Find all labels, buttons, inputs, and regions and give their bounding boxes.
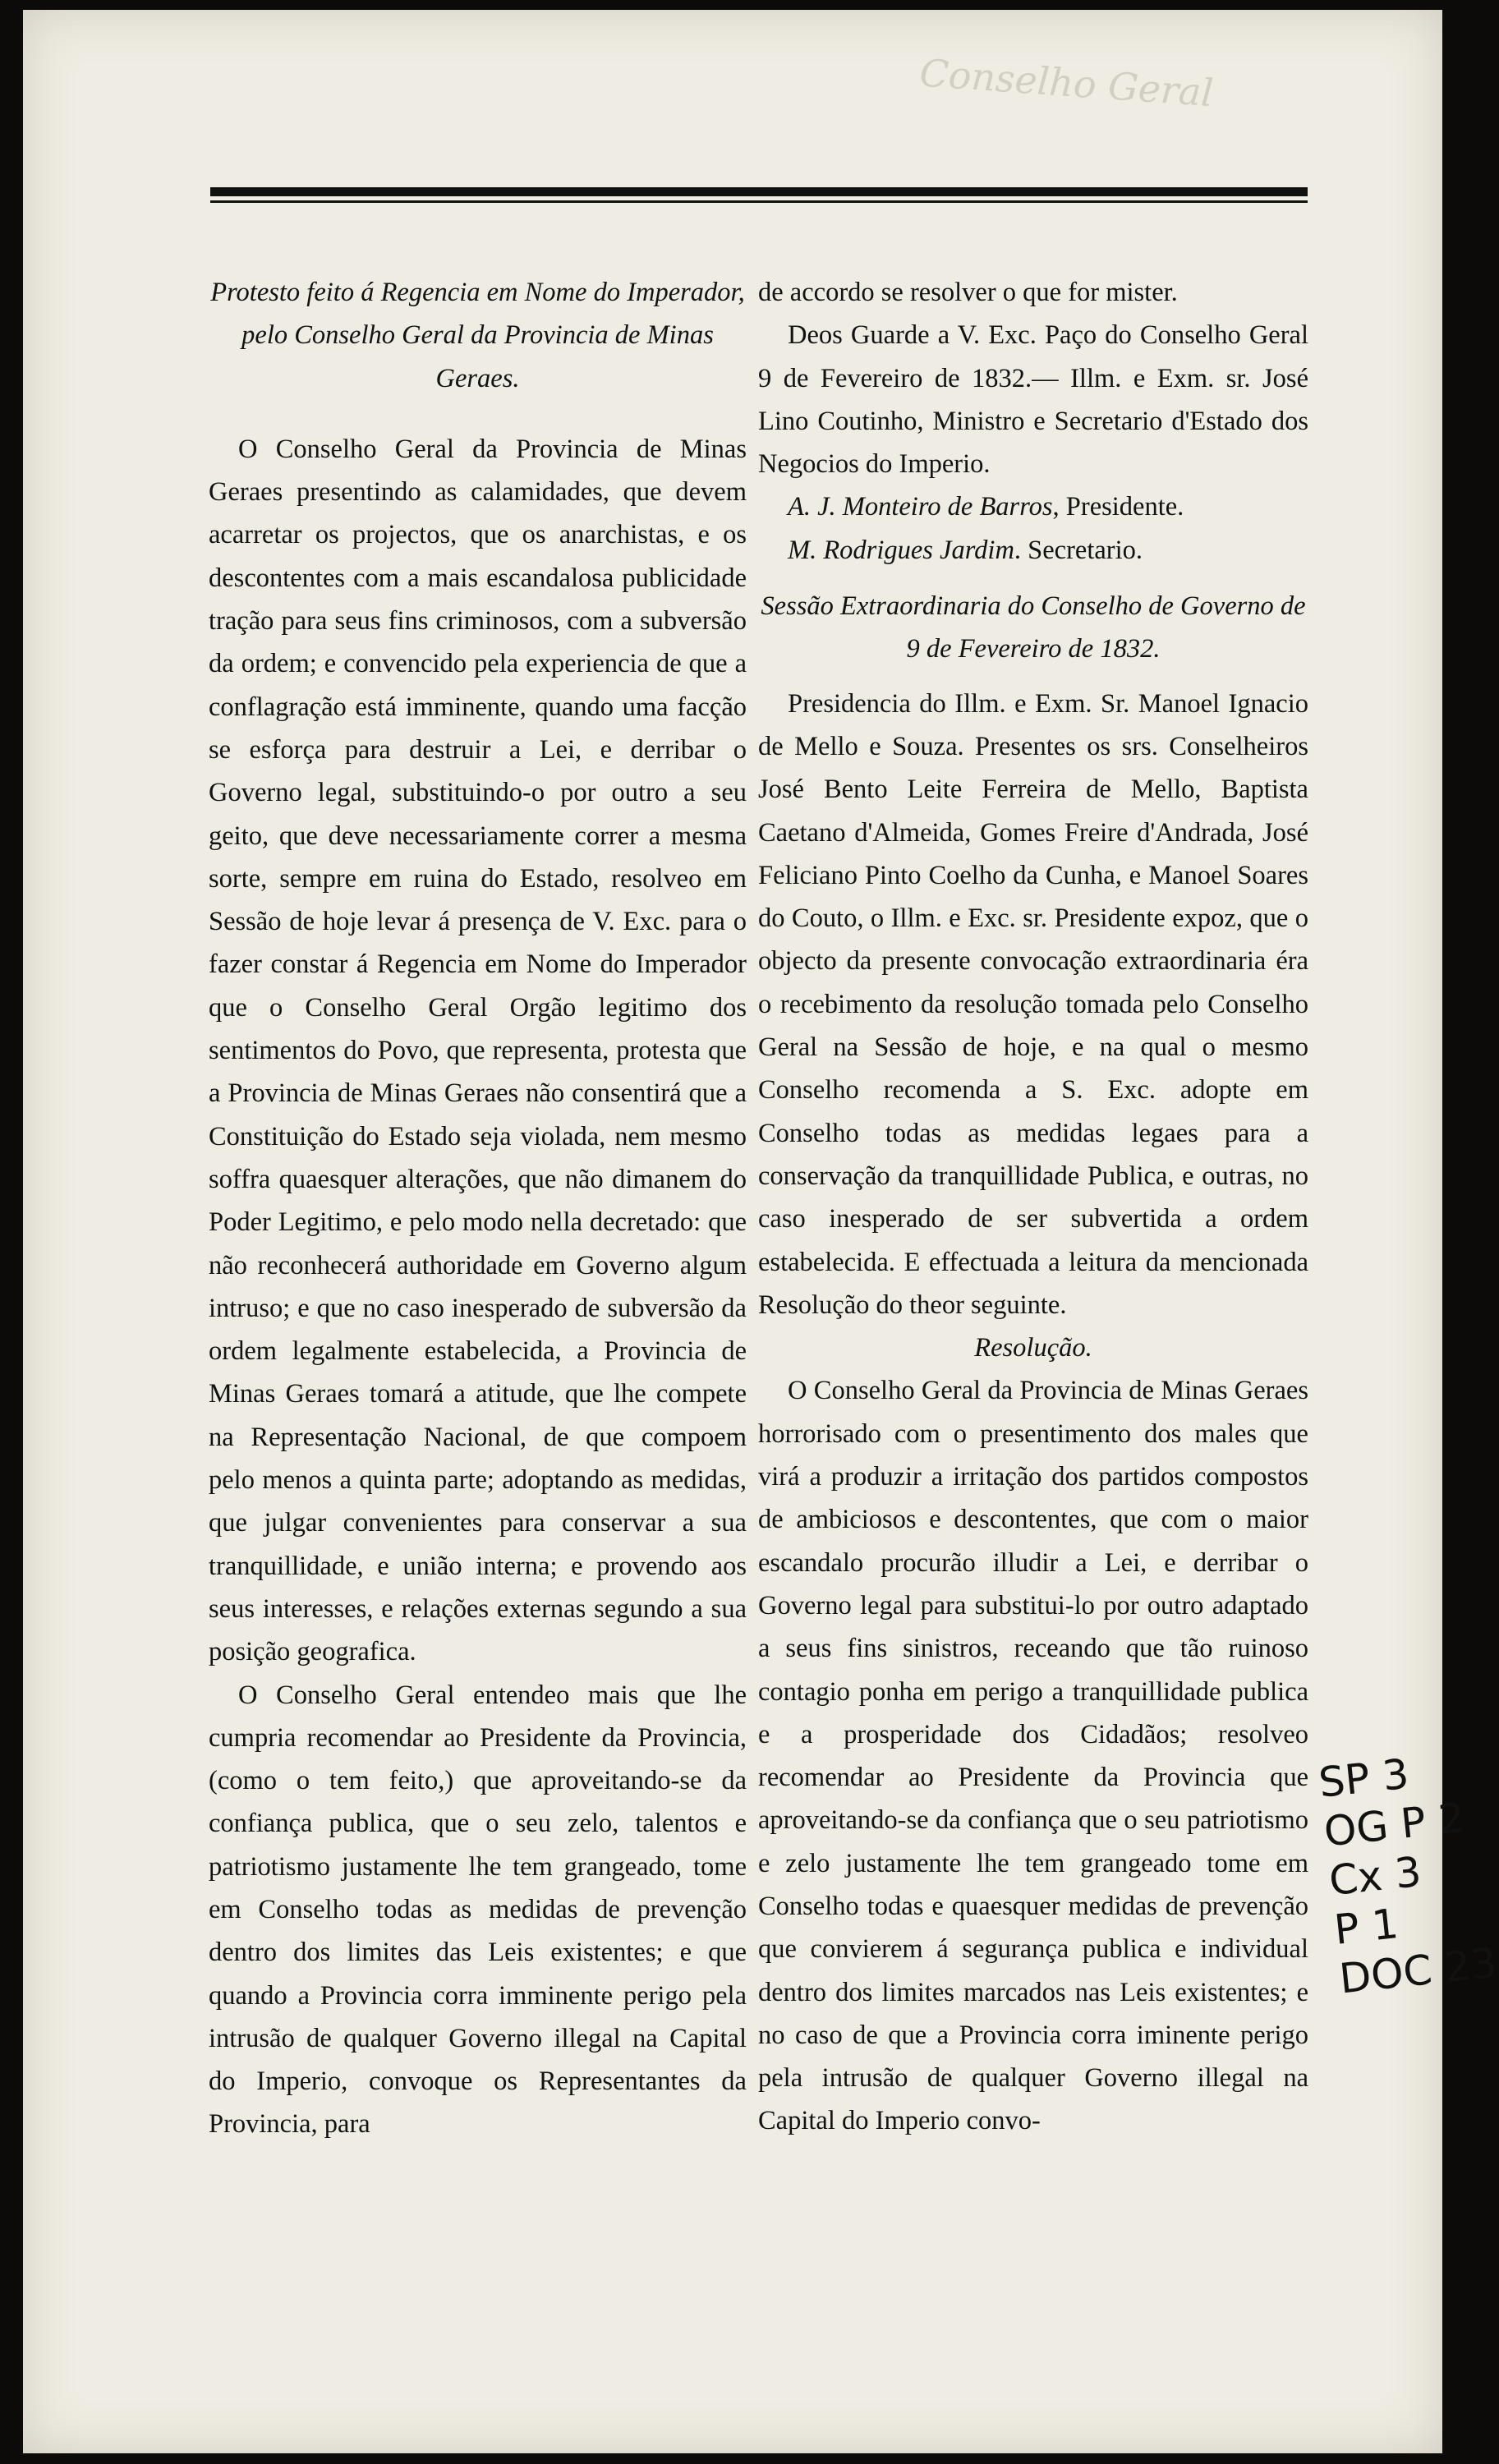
archive-pencil-annotation: Conselho Geral bbox=[917, 50, 1215, 116]
protest-title: Protesto feito á Regencia em Nome do Imperador, pelo Conselho Geral da Provincia de Minas Geraes. bbox=[210, 278, 745, 393]
session-paragraph: Presidencia do Illm. e Exm. Sr. Manoel Ignacio de Mello e Souza. Presentes os srs. Conselheiros José Bento Leite Ferreira de Mello, Baptista Caetano d'Almeida, Gomes Freire d'Andrada, José Feliciano Pinto Coelho da Cunha, e Manoel Soares do Couto, o Illm. e Exc. sr. Presidente expoz, que o objecto da presente convocação extraordinaria éra o recebimento da resolução tomada pelo Conselho Geral na Sessão de hoje, e na qual o mesmo Conselho recomenda a S. Exc. adopte em Conselho todas as medidas legaes para a conservação da tranquillidade Publica, e outras, no caso inesperado de ser subvertida a ordem estabelecida. E effectuada a leitura da mencionada Resolução do theor seguinte. bbox=[758, 688, 1308, 1320]
protest-paragraph-2: O Conselho Geral entendeo mais que lhe cumpria recomendar ao Presidente da Provincia, (como o tem feito,) que aproveitando-se da confiança publica, que o seu zelo, talentos e patriotismo justamente lhe tem grangeado, tome em Conselho todas as medidas de prevenção dentro dos limites das Leis existentes; e que quando a Provincia corra imminente perigo pela intrusão de qualquer Governo illegal na Capital do Imperio, convoque os Representantes da Provincia, para bbox=[209, 1680, 747, 2140]
margin-note-line: SP 3 bbox=[1316, 1749, 1411, 1807]
protest-paragraph-1: O Conselho Geral da Provincia de Minas Geraes presentindo as calamidades, que devem acarretar os projectos, que os anarchistas, e os descontentes com a mais escandalosa publicidade tração para seus fins criminosos, com a subversão da ordem; e convencido pela experiencia de que a conflagração está imminente, quando uma facção se esforça para destruir a Lei, e derribar o Governo legal, substituindo-o por outro a seu geito, que deve necessariamente correr a mesma sorte, sempre em ruina do Estado, resolveo em Sessão de hoje levar á presença de V. Exc. para o fazer constar á Regencia em Nome do Imperador que o Conselho Geral Orgão legitimo dos sentimentos do Povo, que representa, protesta que a Provincia de Minas Geraes não consentirá que a Constituição do Estado seja violada, nem mesmo soffra quaesquer alterações, que não dimanem do Poder Legitimo, e pelo modo nella decretado: que não reconhecerá authoridade em Governo algum intruso; e que no caso inesperado de subversão da ordem legalmente estabelecida, a Provincia de Minas Geraes tomará a atitude, que lhe compete na Representação Nacional, de que compoem pelo menos a quinta parte; adoptando as medidas, que julgar convenientes para conservar a sua tranquillidade, e união interna; e provendo aos seus interesses, e relações externas segundo a sua posição geografica. bbox=[209, 434, 747, 1667]
margin-note-line: Cx 3 bbox=[1327, 1847, 1424, 1905]
president-name: A. J. Monteiro de Barros bbox=[788, 492, 1053, 522]
continuation-line: de accordo se resolver o que for mister. bbox=[758, 278, 1178, 307]
session-title: Sessão Extraordinaria do Conselho de Governo de 9 de Fevereiro de 1832. bbox=[761, 591, 1306, 664]
margin-note-line: OG P 2 bbox=[1322, 1793, 1468, 1856]
margin-note-line: DOC 23 bbox=[1336, 1938, 1499, 2003]
secretary-role: . Secretario. bbox=[1014, 535, 1143, 565]
resolution-paragraph: O Conselho Geral da Provincia de Minas Geraes horrorisado com o presentimento dos males que virá a produzir a irritação dos partidos compostos de ambiciosos e descontentes, que com o maior escandalo procurão illudir a Lei, e derribar o Governo legal para substitui-lo por outro adaptado a seus fins sinistros, receando que tão ruinoso contagio ponha em perigo a tranquillidade publica e a prosperidade dos Cidadãos; resolveo recomendar ao Presidente da Provincia que aproveitando-se da confiança que o seu patriotismo e zelo justamente lhe tem grangeado tome em Conselho todas e quaesquer medidas de prevenção que convierem á segurança publica e individual dentro dos limites marcados nas Leis existentes; e no caso de que a Provincia corra iminente perigo pela intrusão de qualquer Governo illegal na Capital do Imperio convo- bbox=[758, 1376, 1308, 2136]
left-column bbox=[209, 271, 747, 2146]
margin-note-line: P 1 bbox=[1331, 1900, 1401, 1954]
closing-paragraph: Deos Guarde a V. Exc. Paço do Conselho Geral 9 de Fevereiro de 1832.— Illm. e Exm. sr. José Lino Coutinho, Ministro e Secretario d'Estado dos Negocios do Imperio. bbox=[758, 320, 1308, 480]
resolution-heading: Resolução. bbox=[974, 1333, 1092, 1363]
header-double-rule bbox=[210, 182, 1308, 207]
signature-secretary bbox=[758, 529, 1308, 572]
right-column bbox=[758, 271, 1308, 2143]
signature-president bbox=[758, 485, 1308, 528]
archive-reference-handwriting bbox=[1316, 1745, 1499, 2003]
secretary-name: M. Rodrigues Jardim bbox=[788, 535, 1014, 565]
document-page bbox=[23, 10, 1499, 2453]
president-role: , Presidente. bbox=[1052, 492, 1184, 522]
